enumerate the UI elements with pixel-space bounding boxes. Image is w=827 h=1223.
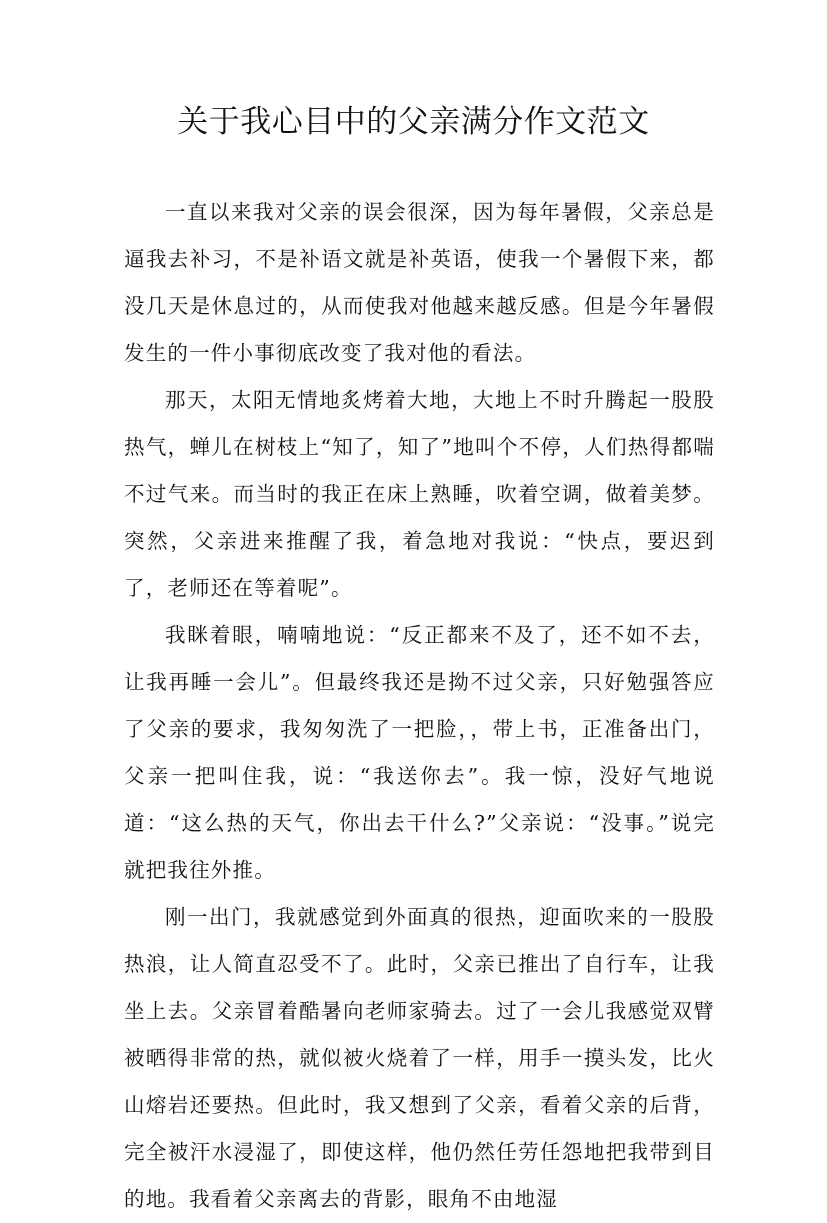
paragraph-4: 刚一出门，我就感觉到外面真的很热，迎面吹来的一股股热浪，让人简直忍受不了。此时，父亲已推出了自行车，让我坐上去。父亲冒着酷暑向老师家骑去。过了一会儿我感觉双臂被晒得非常的热，就似被火烧着了一样，用手一摸头发，比火山熔岩还要热。但此时，我又想到了父亲，看着父亲的后背，完全被汗水浸湿了，即使这样，他仍然任劳任怨地把我带到目的地。我看着父亲离去的背影，眼角不由地湿 — [124, 905, 715, 1211]
document-body — [124, 189, 715, 1223]
paragraph-1: 一直以来我对父亲的误会很深，因为每年暑假，父亲总是逼我去补习，不是补语文就是补英语，使我一个暑假下来，都没几天是休息过的，从而使我对他越来越反感。但是今年暑假发生的一件小事彻底改变了我对他的看法。 — [124, 200, 715, 365]
paragraph-3: 我眯着眼，喃喃地说：“反正都来不及了，还不如不去，让我再睡一会儿”。但最终我还是拗不过父亲，只好勉强答应了父亲的要求，我匆匆洗了一把脸，，带上书，正准备出门，父亲一把叫住我，说：“我送你去”。我一惊，没好气地说道：“这么热的天气，你出去干什么?”父亲说：“没事。”说完就把我往外推。 — [124, 623, 715, 882]
paragraph-2: 那天，太阳无情地炙烤着大地，大地上不时升腾起一股股热气，蝉儿在树枝上“知了，知了”地叫个不停，人们热得都喘不过气来。而当时的我正在床上熟睡，吹着空调，做着美梦。突然，父亲进来推醒了我，着急地对我说：“快点，要迟到了，老师还在等着呢”。 — [124, 388, 715, 600]
document-title: 关于我心目中的父亲满分作文范文 — [177, 104, 650, 140]
